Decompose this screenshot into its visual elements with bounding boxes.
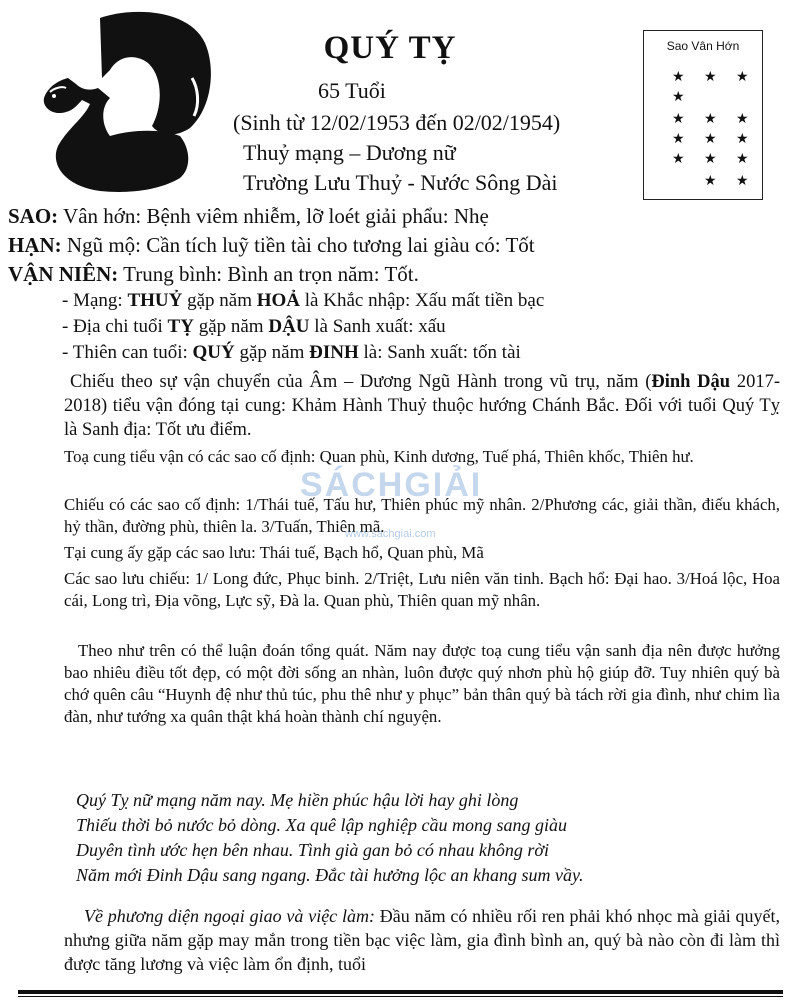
element-text: Thuỷ mạng – Dương nữ bbox=[243, 140, 456, 165]
paragraph-toa-cung: Toạ cung tiểu vận có các sao cố định: Quan phù, Kinh dương, Tuế phá, Thiên khốc, Thiên hư. bbox=[64, 447, 694, 466]
paragraph-text: Chiếu theo sự vận chuyển của Âm – Dương Ngũ Hành trong vũ trụ, năm ( bbox=[70, 372, 652, 392]
menh-element: THUỶ bbox=[127, 290, 183, 311]
han-label: HẠN: bbox=[8, 233, 62, 257]
star-icon: ★ bbox=[672, 90, 685, 105]
menh-line bbox=[62, 290, 544, 312]
thien-can-line bbox=[62, 342, 521, 364]
star-diagram-title: Sao Vân Hớn bbox=[666, 39, 740, 53]
paragraph-bold: Đinh Dậu bbox=[651, 372, 731, 392]
thien-can-mid: gặp năm bbox=[234, 342, 310, 363]
han-line bbox=[8, 233, 535, 258]
star-diagram bbox=[643, 30, 763, 200]
career-text: Đầu năm có nhiều rối ren phải khó nhọc mà giải quyết, nhưng giữa năm gặp may mắn trong tiền bạc việc làm, gia đình bình an, quý bà nào còn đi làm thì được tăng lương và việc làm ổn định, tuổi bbox=[64, 906, 781, 974]
watermark-url: www.sachgiai.com bbox=[345, 528, 436, 540]
star-icon: ★ bbox=[704, 112, 717, 127]
van-nien-text: Trung bình: Bình an trọn năm: Tốt. bbox=[118, 262, 419, 286]
bottom-rule-thin bbox=[18, 996, 783, 997]
dia-chi-suffix: là Sanh xuất: xấu bbox=[309, 316, 446, 337]
menh-mid: gặp năm bbox=[182, 290, 257, 311]
thien-can-year: ĐINH bbox=[309, 342, 359, 363]
star-icon: ★ bbox=[704, 174, 717, 189]
star-icon: ★ bbox=[672, 132, 685, 147]
age-text: 65 Tuổi bbox=[318, 78, 386, 103]
birth-range: (Sinh từ 12/02/1953 đến 02/02/1954) bbox=[233, 110, 561, 135]
star-icon: ★ bbox=[736, 174, 749, 189]
dia-chi-mid: gặp năm bbox=[193, 316, 269, 337]
star-icon: ★ bbox=[736, 132, 749, 147]
watermark-logo: SÁCHGIẢI bbox=[300, 466, 483, 504]
sao-text: Vân hớn: Bệnh viêm nhiễm, lỡ loét giải phẩu: Nhẹ bbox=[58, 204, 489, 228]
paragraph-luan-doan: Theo như trên có thể luận đoán tổng quát. Năm nay được toạ cung tiểu vận sanh địa nên được hưởng bao nhiêu điều tốt đẹp, có một đời sống an nhàn, luôn được quý nhơn phù hộ giúp đỡ. Tuy nhiên quý bà chớ quên câu “Huynh đệ như thủ túc, phu thê như y phục” bản thân quý bà tách rời gia đình, như chim lìa đàn, như tướng xa quân thật khá hoàn thành chí nguyện. bbox=[64, 641, 780, 726]
han-text: Ngũ mộ: Cần tích luỹ tiền tài cho tương lai giàu có: Tốt bbox=[61, 233, 535, 257]
dia-chi-prefix: - Địa chi tuổi bbox=[62, 316, 168, 337]
dia-chi-age: TỴ bbox=[167, 316, 194, 337]
paragraph-sao-luu-chieu: Các sao lưu chiếu: 1/ Long đức, Phục binh. 2/Triệt, Lưu niên văn tinh. Bạch hổ: Đại hao. 3/Hoá lộc, Hoa cái, Long trì, Địa võng, Lực sỹ, Đà la. Quan phù, Thiên quan mỹ nhân. bbox=[64, 569, 780, 610]
star-icon: ★ bbox=[736, 70, 749, 85]
star-icon: ★ bbox=[736, 112, 749, 127]
star-icon: ★ bbox=[704, 70, 717, 85]
thien-can-prefix: - Thiên can tuổi: bbox=[62, 342, 193, 363]
element-name: Trường Lưu Thuỷ - Nước Sông Dài bbox=[243, 170, 558, 195]
star-icon: ★ bbox=[704, 152, 717, 167]
dia-chi-year: DẬU bbox=[268, 316, 310, 337]
sao-label: SAO: bbox=[8, 204, 59, 228]
poem-line: Thiếu thời bỏ nước bỏ dòng. Xa quê lập nghiệp cầu mong sang giàu bbox=[76, 815, 567, 835]
snake-illustration bbox=[40, 8, 216, 194]
paragraph-sao-co-dinh: Chiếu có các sao cố định: 1/Thái tuế, Tấu hư, Thiên phúc mỹ nhân. 2/Phương các, giải thần, điếu khách, hỷ thần, đường phù, thiên la. 3/Tuấn, Thiên mã. bbox=[64, 495, 780, 536]
menh-year-element: HOẢ bbox=[256, 290, 301, 311]
star-icon: ★ bbox=[672, 112, 685, 127]
thien-can-suffix: là: Sanh xuất: tốn tài bbox=[358, 342, 521, 363]
van-nien-line bbox=[8, 262, 419, 287]
paragraph-text: 2017-2018) tiểu vận đóng tại cung: Khảm Hành Thuỷ thuộc hướng Chánh Bắc. Đối với tuổi Quý Tỵ là Sanh địa: Tốt ưu điểm. bbox=[64, 372, 780, 440]
paragraph-career bbox=[64, 904, 780, 976]
poem-line: Quý Tỵ nữ mạng năm nay. Mẹ hiền phúc hậu lời hay ghi lòng bbox=[76, 790, 519, 810]
sao-line bbox=[8, 204, 489, 229]
star-icon: ★ bbox=[704, 132, 717, 147]
star-icon: ★ bbox=[672, 70, 685, 85]
poem-line: Năm mới Đinh Dậu sang ngang. Đắc tài hưởng lộc an khang sum vầy. bbox=[76, 865, 584, 885]
menh-prefix: - Mạng: bbox=[62, 290, 128, 311]
thien-can-age: QUÝ bbox=[192, 342, 235, 363]
van-nien-label: VẬN NIÊN: bbox=[8, 262, 119, 286]
star-icon: ★ bbox=[672, 152, 685, 167]
career-label: Về phương diện ngoại giao và việc làm: bbox=[84, 906, 375, 926]
star-icon: ★ bbox=[736, 152, 749, 167]
paragraph-sao-luu: Tại cung ấy gặp các sao lưu: Thái tuế, Bạch hổ, Quan phù, Mã bbox=[64, 543, 484, 562]
paragraph-tieu-van bbox=[64, 370, 780, 442]
poem-line: Duyên tình ước hẹn bên nhau. Tình già gan bỏ có nhau không rời bbox=[76, 840, 549, 860]
bottom-rule bbox=[18, 990, 783, 994]
dia-chi-line bbox=[62, 316, 446, 338]
menh-suffix: là Khắc nhập: Xấu mất tiền bạc bbox=[300, 290, 545, 311]
page-title: QUÝ TỴ bbox=[323, 30, 457, 66]
